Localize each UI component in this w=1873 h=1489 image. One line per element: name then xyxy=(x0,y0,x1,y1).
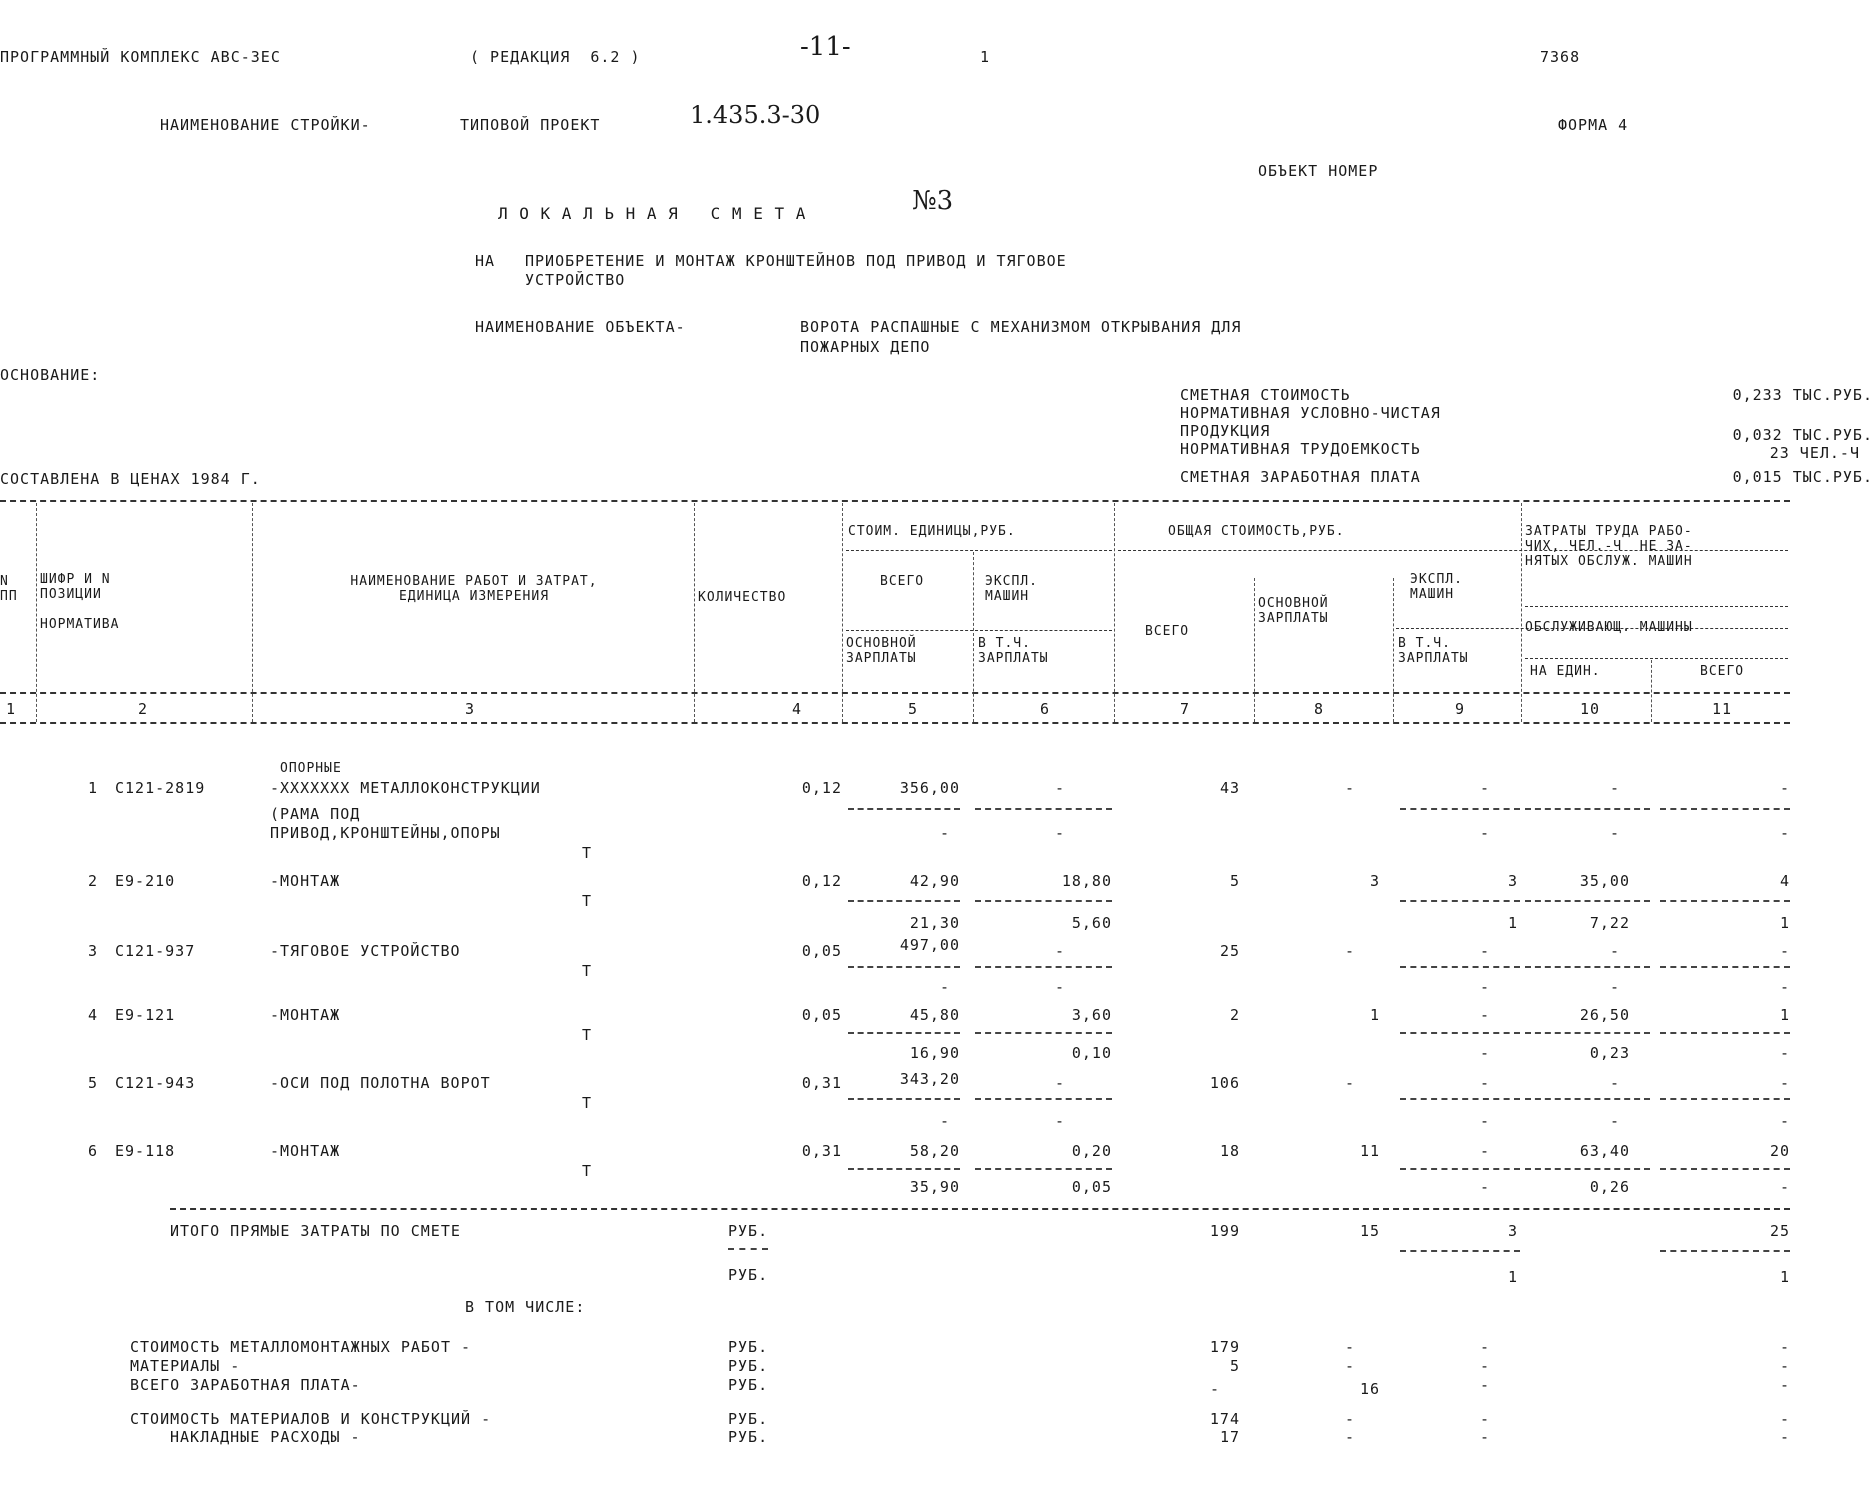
totals-subrule xyxy=(1660,1250,1790,1252)
row-subrule xyxy=(1525,1098,1650,1100)
row-c6: 0,20 xyxy=(1071,1142,1112,1160)
totals-rule xyxy=(170,1208,1790,1210)
column-header-name: НАИМЕНОВАНИЕ РАБОТ И ЗАТРАТ, ЕДИНИЦА ИЗМЕРЕНИЯ xyxy=(350,574,598,604)
row-c7: 43 xyxy=(1219,779,1240,797)
breakdown-c11: - xyxy=(1779,1376,1790,1394)
column-number: 11 xyxy=(1712,700,1733,718)
row-c5: 356,00 xyxy=(899,779,960,797)
column-header-9b: В Т.Ч. ЗАРПЛАТЫ xyxy=(1398,636,1469,666)
row-c10b: 0,23 xyxy=(1589,1044,1630,1062)
summary-label: СМЕТНАЯ СТОИМОСТЬ xyxy=(1180,386,1351,404)
row-c9: - xyxy=(1479,1074,1490,1092)
breakdown-c8: - xyxy=(1344,1410,1355,1428)
row-c11: 1 xyxy=(1779,1006,1790,1024)
row-name-extra: (РАМА ПОД xyxy=(270,805,361,823)
row-c11b: - xyxy=(1779,824,1790,842)
row-subrule xyxy=(1400,1098,1520,1100)
summary-label: НОРМАТИВНАЯ УСЛОВНО-ЧИСТАЯ xyxy=(1180,404,1441,422)
row-c9b: - xyxy=(1479,1044,1490,1062)
row-c10b: 7,22 xyxy=(1589,914,1630,932)
row-c5b: - xyxy=(939,1112,950,1130)
row-c6b: - xyxy=(1054,824,1065,842)
breakdown-label: СТОИМОСТЬ МАТЕРИАЛОВ И КОНСТРУКЦИЙ - xyxy=(130,1410,492,1428)
row-c6b: - xyxy=(1054,978,1065,996)
row-subrule xyxy=(975,966,1112,968)
summary-value: 0,032 ТЫС.РУБ. xyxy=(1732,426,1873,444)
row-c11b: - xyxy=(1779,1044,1790,1062)
row-subrule xyxy=(1660,1098,1790,1100)
row-c9: - xyxy=(1479,1006,1490,1024)
totals-c9: 3 xyxy=(1507,1222,1518,1240)
row-c8: - xyxy=(1344,942,1355,960)
row-c7: 5 xyxy=(1229,872,1240,890)
row-subrule xyxy=(975,1168,1112,1170)
row-c5: 58,20 xyxy=(909,1142,960,1160)
column-header-quantity: КОЛИЧЕСТВО xyxy=(698,590,787,605)
row-c10: - xyxy=(1609,942,1620,960)
row-c5: 497,00 xyxy=(899,936,960,954)
row-subrule xyxy=(848,900,960,902)
column-header-code: ШИФР И N ПОЗИЦИИ НОРМАТИВА xyxy=(40,572,120,632)
breakdown-c8: - xyxy=(1344,1428,1355,1446)
row-number: 2 xyxy=(88,872,99,890)
breakdown-c9: - xyxy=(1479,1357,1490,1375)
row-number: 5 xyxy=(88,1074,99,1092)
row-subrule xyxy=(848,966,960,968)
breakdown-unit: РУБ. xyxy=(728,1410,769,1428)
row-c9: - xyxy=(1479,1142,1490,1160)
row-unit: Т xyxy=(582,1026,593,1044)
row-subrule xyxy=(1525,1168,1650,1170)
breakdown-unit: РУБ. xyxy=(728,1357,769,1375)
handwritten-sheet-number: -11- xyxy=(800,32,851,62)
totals-unit: РУБ. xyxy=(728,1266,769,1284)
column-header-labor-machines: ОБСЛУЖИВАЮЩ. МАШИНЫ xyxy=(1525,620,1693,635)
unit-cost-subrule xyxy=(846,550,1112,551)
row-number: 6 xyxy=(88,1142,99,1160)
row-c10b: 0,26 xyxy=(1589,1178,1630,1196)
purpose-line-1: ПРИОБРЕТЕНИЕ И МОНТАЖ КРОНШТЕЙНОВ ПОД ПРИВОД И ТЯГОВОЕ xyxy=(525,252,1067,270)
column-number: 9 xyxy=(1455,700,1466,718)
breakdown-c7: 179 xyxy=(1209,1338,1240,1356)
column-header-11: ВСЕГО xyxy=(1700,664,1745,679)
totals-subrule xyxy=(728,1248,768,1250)
project-number: 1.435.3-30 xyxy=(690,101,821,129)
row-c9: - xyxy=(1479,779,1490,797)
row-c6b: - xyxy=(1054,1112,1065,1130)
row-c9b: - xyxy=(1479,824,1490,842)
column-divider xyxy=(252,503,253,722)
row-unit: Т xyxy=(582,844,593,862)
column-divider xyxy=(842,503,843,722)
column-number: 3 xyxy=(465,700,476,718)
summary-label: НОРМАТИВНАЯ ТРУДОЕМКОСТЬ xyxy=(1180,440,1421,458)
breakdown-label: ВСЕГО ЗАРАБОТНАЯ ПЛАТА- xyxy=(130,1376,361,1394)
price-basis: СОСТАВЛЕНА В ЦЕНАХ 1984 Г. xyxy=(0,470,261,488)
row-number: 1 xyxy=(88,779,99,797)
row-c9b: 1 xyxy=(1507,914,1518,932)
form-number: ФОРМА 4 xyxy=(1558,116,1629,134)
row-subrule xyxy=(975,808,1112,810)
column-header-5: ВСЕГО xyxy=(880,574,925,589)
breakdown-c9: - xyxy=(1479,1410,1490,1428)
row-unit: Т xyxy=(582,962,593,980)
row-subrule xyxy=(1525,900,1650,902)
row-c9: - xyxy=(1479,942,1490,960)
row-subrule xyxy=(848,1168,960,1170)
row-qty: 0,05 xyxy=(801,942,842,960)
row-subrule xyxy=(1525,808,1650,810)
row-unit: Т xyxy=(582,1162,593,1180)
row-subrule xyxy=(975,1032,1112,1034)
row-c8: - xyxy=(1344,1074,1355,1092)
breakdown-c8: 16 xyxy=(1359,1380,1380,1398)
row-c11: 4 xyxy=(1779,872,1790,890)
including-label: В ТОМ ЧИСЛЕ: xyxy=(465,1298,586,1316)
row-subrule xyxy=(1660,966,1790,968)
column-divider xyxy=(1393,578,1394,722)
row-subrule xyxy=(1525,966,1650,968)
row-number: 3 xyxy=(88,942,99,960)
row-subrule xyxy=(975,1098,1112,1100)
row-c5b: - xyxy=(939,824,950,842)
column-header-8: ОСНОВНОЙ ЗАРПЛАТЫ xyxy=(1258,596,1329,626)
document-title: Л О К А Л Ь Н А Я С М Е Т А xyxy=(498,204,807,223)
row-c10b: - xyxy=(1609,824,1620,842)
row-c6: - xyxy=(1054,1074,1065,1092)
totals-c8: 15 xyxy=(1359,1222,1380,1240)
column-divider xyxy=(973,552,974,722)
column-number: 1 xyxy=(6,700,17,718)
row-name-extra: ПРИВОД,КРОНШТЕЙНЫ,ОПОРЫ xyxy=(270,824,501,842)
column-divider xyxy=(1114,503,1115,722)
column-numbers-rule xyxy=(0,722,1790,724)
breakdown-c9: - xyxy=(1479,1338,1490,1356)
column-divider xyxy=(1651,660,1652,722)
row-c10: - xyxy=(1609,779,1620,797)
column-header-unit-cost: СТОИМ. ЕДИНИЦЫ,РУБ. xyxy=(848,524,1016,539)
row-c8: 1 xyxy=(1369,1006,1380,1024)
column-number: 8 xyxy=(1314,700,1325,718)
column-header-10: НА ЕДИН. xyxy=(1530,664,1601,679)
document-code: 7368 xyxy=(1540,48,1581,66)
row-c5b: 35,90 xyxy=(909,1178,960,1196)
column-header-9: ЭКСПЛ. МАШИН xyxy=(1410,572,1463,602)
column-number: 6 xyxy=(1040,700,1051,718)
row-code: С121-943 xyxy=(115,1074,196,1092)
breakdown-unit: РУБ. xyxy=(728,1428,769,1446)
row-c5b: - xyxy=(939,978,950,996)
column-header-7: ВСЕГО xyxy=(1145,624,1190,639)
breakdown-c7: 5 xyxy=(1229,1357,1240,1375)
object-name-label: НАИМЕНОВАНИЕ ОБЪЕКТА- xyxy=(475,318,686,336)
row-subrule xyxy=(1400,808,1520,810)
row-name: -МОНТАЖ xyxy=(270,1142,341,1160)
row-subrule xyxy=(848,808,960,810)
row-name: -МОНТАЖ xyxy=(270,1006,341,1024)
row-name: -МОНТАЖ xyxy=(270,872,341,890)
totals-label: ИТОГО ПРЯМЫЕ ЗАТРАТЫ ПО СМЕТЕ xyxy=(170,1222,461,1240)
object-name-line-1: ВОРОТА РАСПАШНЫЕ С МЕХАНИЗМОМ ОТКРЫВАНИЯ ДЛЯ xyxy=(800,318,1242,336)
basis-label: ОСНОВАНИЕ: xyxy=(0,366,101,384)
row-qty: 0,31 xyxy=(801,1142,842,1160)
breakdown-c11: - xyxy=(1779,1410,1790,1428)
breakdown-c8: - xyxy=(1344,1338,1355,1356)
row-c11: - xyxy=(1779,779,1790,797)
breakdown-label: МАТЕРИАЛЫ - xyxy=(130,1357,241,1375)
row-c7: 106 xyxy=(1209,1074,1240,1092)
labor-subrule xyxy=(1525,606,1788,607)
column-divider xyxy=(1254,578,1255,722)
totals-c11: 25 xyxy=(1769,1222,1790,1240)
breakdown-c8: - xyxy=(1344,1357,1355,1375)
breakdown-c7: 174 xyxy=(1209,1410,1240,1428)
row-c11b: - xyxy=(1779,1112,1790,1130)
row-c5b: 21,30 xyxy=(909,914,960,932)
row-c9b: - xyxy=(1479,1112,1490,1130)
breakdown-label: СТОИМОСТЬ МЕТАЛЛОМОНТАЖНЫХ РАБОТ - xyxy=(130,1338,472,1356)
row-name-note: ОПОРНЫЕ xyxy=(280,761,342,776)
row-c6b: 0,05 xyxy=(1071,1178,1112,1196)
row-c6: - xyxy=(1054,779,1065,797)
summary-value: 23 ЧЕЛ.-Ч xyxy=(1769,444,1860,462)
column-number: 5 xyxy=(908,700,919,718)
column-header-6b: В Т.Ч. ЗАРПЛАТЫ xyxy=(978,636,1049,666)
row-c5: 45,80 xyxy=(909,1006,960,1024)
row-unit: Т xyxy=(582,1094,593,1112)
breakdown-c11: - xyxy=(1779,1338,1790,1356)
row-c10: 35,00 xyxy=(1579,872,1630,890)
row-subrule xyxy=(1400,1168,1520,1170)
table-top-rule xyxy=(0,500,1790,502)
row-c9b: - xyxy=(1479,1178,1490,1196)
purpose-line-2: УСТРОЙСТВО xyxy=(525,271,626,289)
object-number-label: ОБЪЕКТ НОМЕР xyxy=(1258,162,1379,180)
row-code: Е9-121 xyxy=(115,1006,176,1024)
totals-c9b: 1 xyxy=(1507,1268,1518,1286)
row-c6b: 5,60 xyxy=(1071,914,1112,932)
column-header-6: ЭКСПЛ. МАШИН xyxy=(985,574,1038,604)
totals-c11b: 1 xyxy=(1779,1268,1790,1286)
row-name: -ТЯГОВОЕ УСТРОЙСТВО xyxy=(270,942,461,960)
summary-label: СМЕТНАЯ ЗАРАБОТНАЯ ПЛАТА xyxy=(1180,468,1421,486)
summary-label: ПРОДУКЦИЯ xyxy=(1180,422,1271,440)
breakdown-unit: РУБ. xyxy=(728,1376,769,1394)
row-c6b: 0,10 xyxy=(1071,1044,1112,1062)
row-c6: - xyxy=(1054,942,1065,960)
row-subrule xyxy=(1660,1168,1790,1170)
row-c9b: - xyxy=(1479,978,1490,996)
row-qty: 0,12 xyxy=(801,779,842,797)
column-header-n: N ПП xyxy=(0,574,18,604)
row-c10: 26,50 xyxy=(1579,1006,1630,1024)
row-name: -ХХХХХХХ МЕТАЛЛОКОНСТРУКЦИИ xyxy=(270,779,541,797)
object-name-line-2: ПОЖАРНЫХ ДЕПО xyxy=(800,338,931,356)
labor-subrule xyxy=(1525,658,1788,659)
purpose-prefix: НА xyxy=(475,252,496,270)
row-c11: - xyxy=(1779,1074,1790,1092)
row-subrule xyxy=(1400,1032,1520,1034)
row-c10: 63,40 xyxy=(1579,1142,1630,1160)
row-number: 4 xyxy=(88,1006,99,1024)
building-label: НАИМЕНОВАНИЕ СТРОЙКИ- xyxy=(160,116,371,134)
column-header-labor: ЗАТРАТЫ ТРУДА РАБО- ЧИХ, ЧЕЛ.-Ч НЕ ЗА- НЯТЫХ ОБСЛУЖ. МАШИН xyxy=(1525,524,1693,569)
row-unit: Т xyxy=(582,892,593,910)
column-divider xyxy=(694,503,695,722)
column-number: 4 xyxy=(792,700,803,718)
breakdown-unit: РУБ. xyxy=(728,1338,769,1356)
row-c6: 18,80 xyxy=(1061,872,1112,890)
row-c5b: 16,90 xyxy=(909,1044,960,1062)
row-code: С121-937 xyxy=(115,942,196,960)
row-code: Е9-118 xyxy=(115,1142,176,1160)
row-code: С121-2819 xyxy=(115,779,206,797)
totals-unit: РУБ. xyxy=(728,1222,769,1240)
row-subrule xyxy=(1660,1032,1790,1034)
row-qty: 0,05 xyxy=(801,1006,842,1024)
row-c7: 2 xyxy=(1229,1006,1240,1024)
row-c5: 343,20 xyxy=(899,1070,960,1088)
column-number: 2 xyxy=(138,700,149,718)
row-subrule xyxy=(975,900,1112,902)
row-name: -ОСИ ПОД ПОЛОТНА ВОРОТ xyxy=(270,1074,491,1092)
row-subrule xyxy=(848,1098,960,1100)
row-c8: 3 xyxy=(1369,872,1380,890)
row-subrule xyxy=(848,1032,960,1034)
totals-c7: 199 xyxy=(1209,1222,1240,1240)
row-c8: 11 xyxy=(1359,1142,1380,1160)
row-subrule xyxy=(1400,900,1520,902)
row-c10b: - xyxy=(1609,978,1620,996)
page-number: 1 xyxy=(980,48,991,66)
column-divider xyxy=(36,503,37,722)
row-c8: - xyxy=(1344,779,1355,797)
row-c6: 3,60 xyxy=(1071,1006,1112,1024)
column-header-5b: ОСНОВНОЙ ЗАРПЛАТЫ xyxy=(846,636,917,666)
row-c7: 25 xyxy=(1219,942,1240,960)
row-subrule xyxy=(1660,808,1790,810)
breakdown-label: НАКЛАДНЫЕ РАСХОДЫ - xyxy=(170,1428,361,1446)
totals-subrule xyxy=(1400,1250,1520,1252)
column-divider xyxy=(1521,503,1522,722)
row-c11b: 1 xyxy=(1779,914,1790,932)
unit-cost-subrule xyxy=(846,630,1112,631)
estimate-number: №3 xyxy=(912,186,954,216)
breakdown-c9: - xyxy=(1479,1376,1490,1394)
row-c11b: - xyxy=(1779,978,1790,996)
edition: ( РЕДАКЦИЯ 6.2 ) xyxy=(470,48,641,66)
program-name: ПРОГРАММНЫЙ КОМПЛЕКС АВС-3ЕС xyxy=(0,48,281,66)
row-c5: 42,90 xyxy=(909,872,960,890)
row-c11: 20 xyxy=(1769,1142,1790,1160)
row-subrule xyxy=(1400,966,1520,968)
breakdown-c7: - xyxy=(1209,1380,1220,1398)
summary-value: 0,015 ТЫС.РУБ. xyxy=(1732,468,1873,486)
row-qty: 0,31 xyxy=(801,1074,842,1092)
column-header-total-cost: ОБЩАЯ СТОИМОСТЬ,РУБ. xyxy=(1168,524,1345,539)
row-c7: 18 xyxy=(1219,1142,1240,1160)
row-c10b: - xyxy=(1609,1112,1620,1130)
breakdown-c11: - xyxy=(1779,1428,1790,1446)
summary-value: 0,233 ТЫС.РУБ. xyxy=(1732,386,1873,404)
row-qty: 0,12 xyxy=(801,872,842,890)
row-code: Е9-210 xyxy=(115,872,176,890)
column-number: 7 xyxy=(1180,700,1191,718)
row-c11: - xyxy=(1779,942,1790,960)
project-label: ТИПОВОЙ ПРОЕКТ xyxy=(460,116,601,134)
row-c10: - xyxy=(1609,1074,1620,1092)
row-subrule xyxy=(1525,1032,1650,1034)
breakdown-c9: - xyxy=(1479,1428,1490,1446)
breakdown-c11: - xyxy=(1779,1357,1790,1375)
row-c11b: - xyxy=(1779,1178,1790,1196)
row-c9: 3 xyxy=(1507,872,1518,890)
row-subrule xyxy=(1660,900,1790,902)
column-number: 10 xyxy=(1580,700,1601,718)
breakdown-c7: 17 xyxy=(1219,1428,1240,1446)
